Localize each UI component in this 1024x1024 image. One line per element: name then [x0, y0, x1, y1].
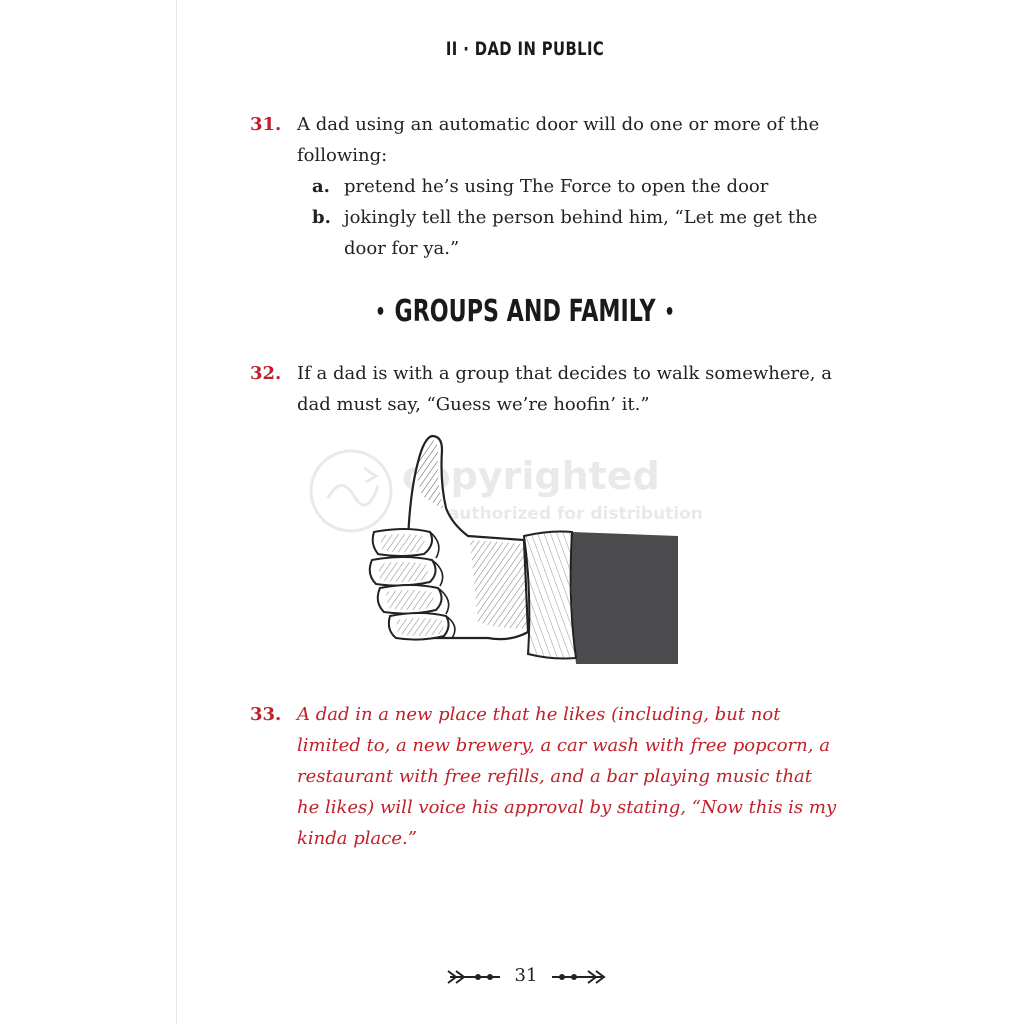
- item-32-line-2: dad must say, “Guess we’re hoofin’ it.”: [297, 394, 650, 415]
- item-number-33: 33.: [250, 704, 282, 725]
- running-head: II · DAD IN PUBLIC: [445, 38, 605, 60]
- item-31-sub-a-line-1: pretend he’s using The Force to open the door: [344, 176, 769, 197]
- section-heading-text: GROUPS AND FAMILY: [394, 294, 656, 329]
- item-31-sub-letter-b: b.: [312, 207, 331, 228]
- item-number-32: 32.: [250, 363, 282, 384]
- section-heading: [137, 294, 914, 329]
- watermark-line-1: copyrighted: [402, 454, 660, 498]
- item-33-line-2: limited to, a new brewery, a car wash with free popcorn, a: [297, 735, 830, 756]
- item-31-line-1: A dad using an automatic door will do one or more of the: [297, 114, 820, 135]
- heading-bullet-left: •: [375, 300, 386, 325]
- heading-bullet-right: •: [664, 300, 675, 325]
- item-32-line-1: If a dad is with a group that decides to walk somewhere, a: [297, 363, 832, 384]
- page-number: 31: [514, 965, 538, 986]
- item-33-line-5: kinda place.”: [297, 828, 417, 849]
- page-edge-divider: [176, 0, 177, 1024]
- item-33-line-4: he likes) will voice his approval by stating, “Now this is my: [297, 797, 837, 818]
- thumbs-up-hand-icon: [360, 432, 682, 668]
- item-31-sub-b-line-1: jokingly tell the person behind him, “Let me get the: [344, 207, 818, 228]
- item-number-31: 31.: [250, 114, 282, 135]
- watermark-line-2: not authorized for distribution: [410, 504, 703, 524]
- item-31-sub-letter-a: a.: [312, 176, 330, 197]
- page-footer: [446, 963, 606, 991]
- item-33-line-3: restaurant with free refills, and a bar playing music that: [297, 766, 813, 787]
- item-33-line-1: A dad in a new place that he likes (including, but not: [297, 704, 781, 725]
- arrow-ornament-right-icon: [546, 963, 606, 991]
- item-31-sub-b-line-2: door for ya.”: [344, 238, 460, 259]
- item-31-line-2: following:: [297, 145, 388, 166]
- arrow-ornament-left-icon: [446, 963, 506, 991]
